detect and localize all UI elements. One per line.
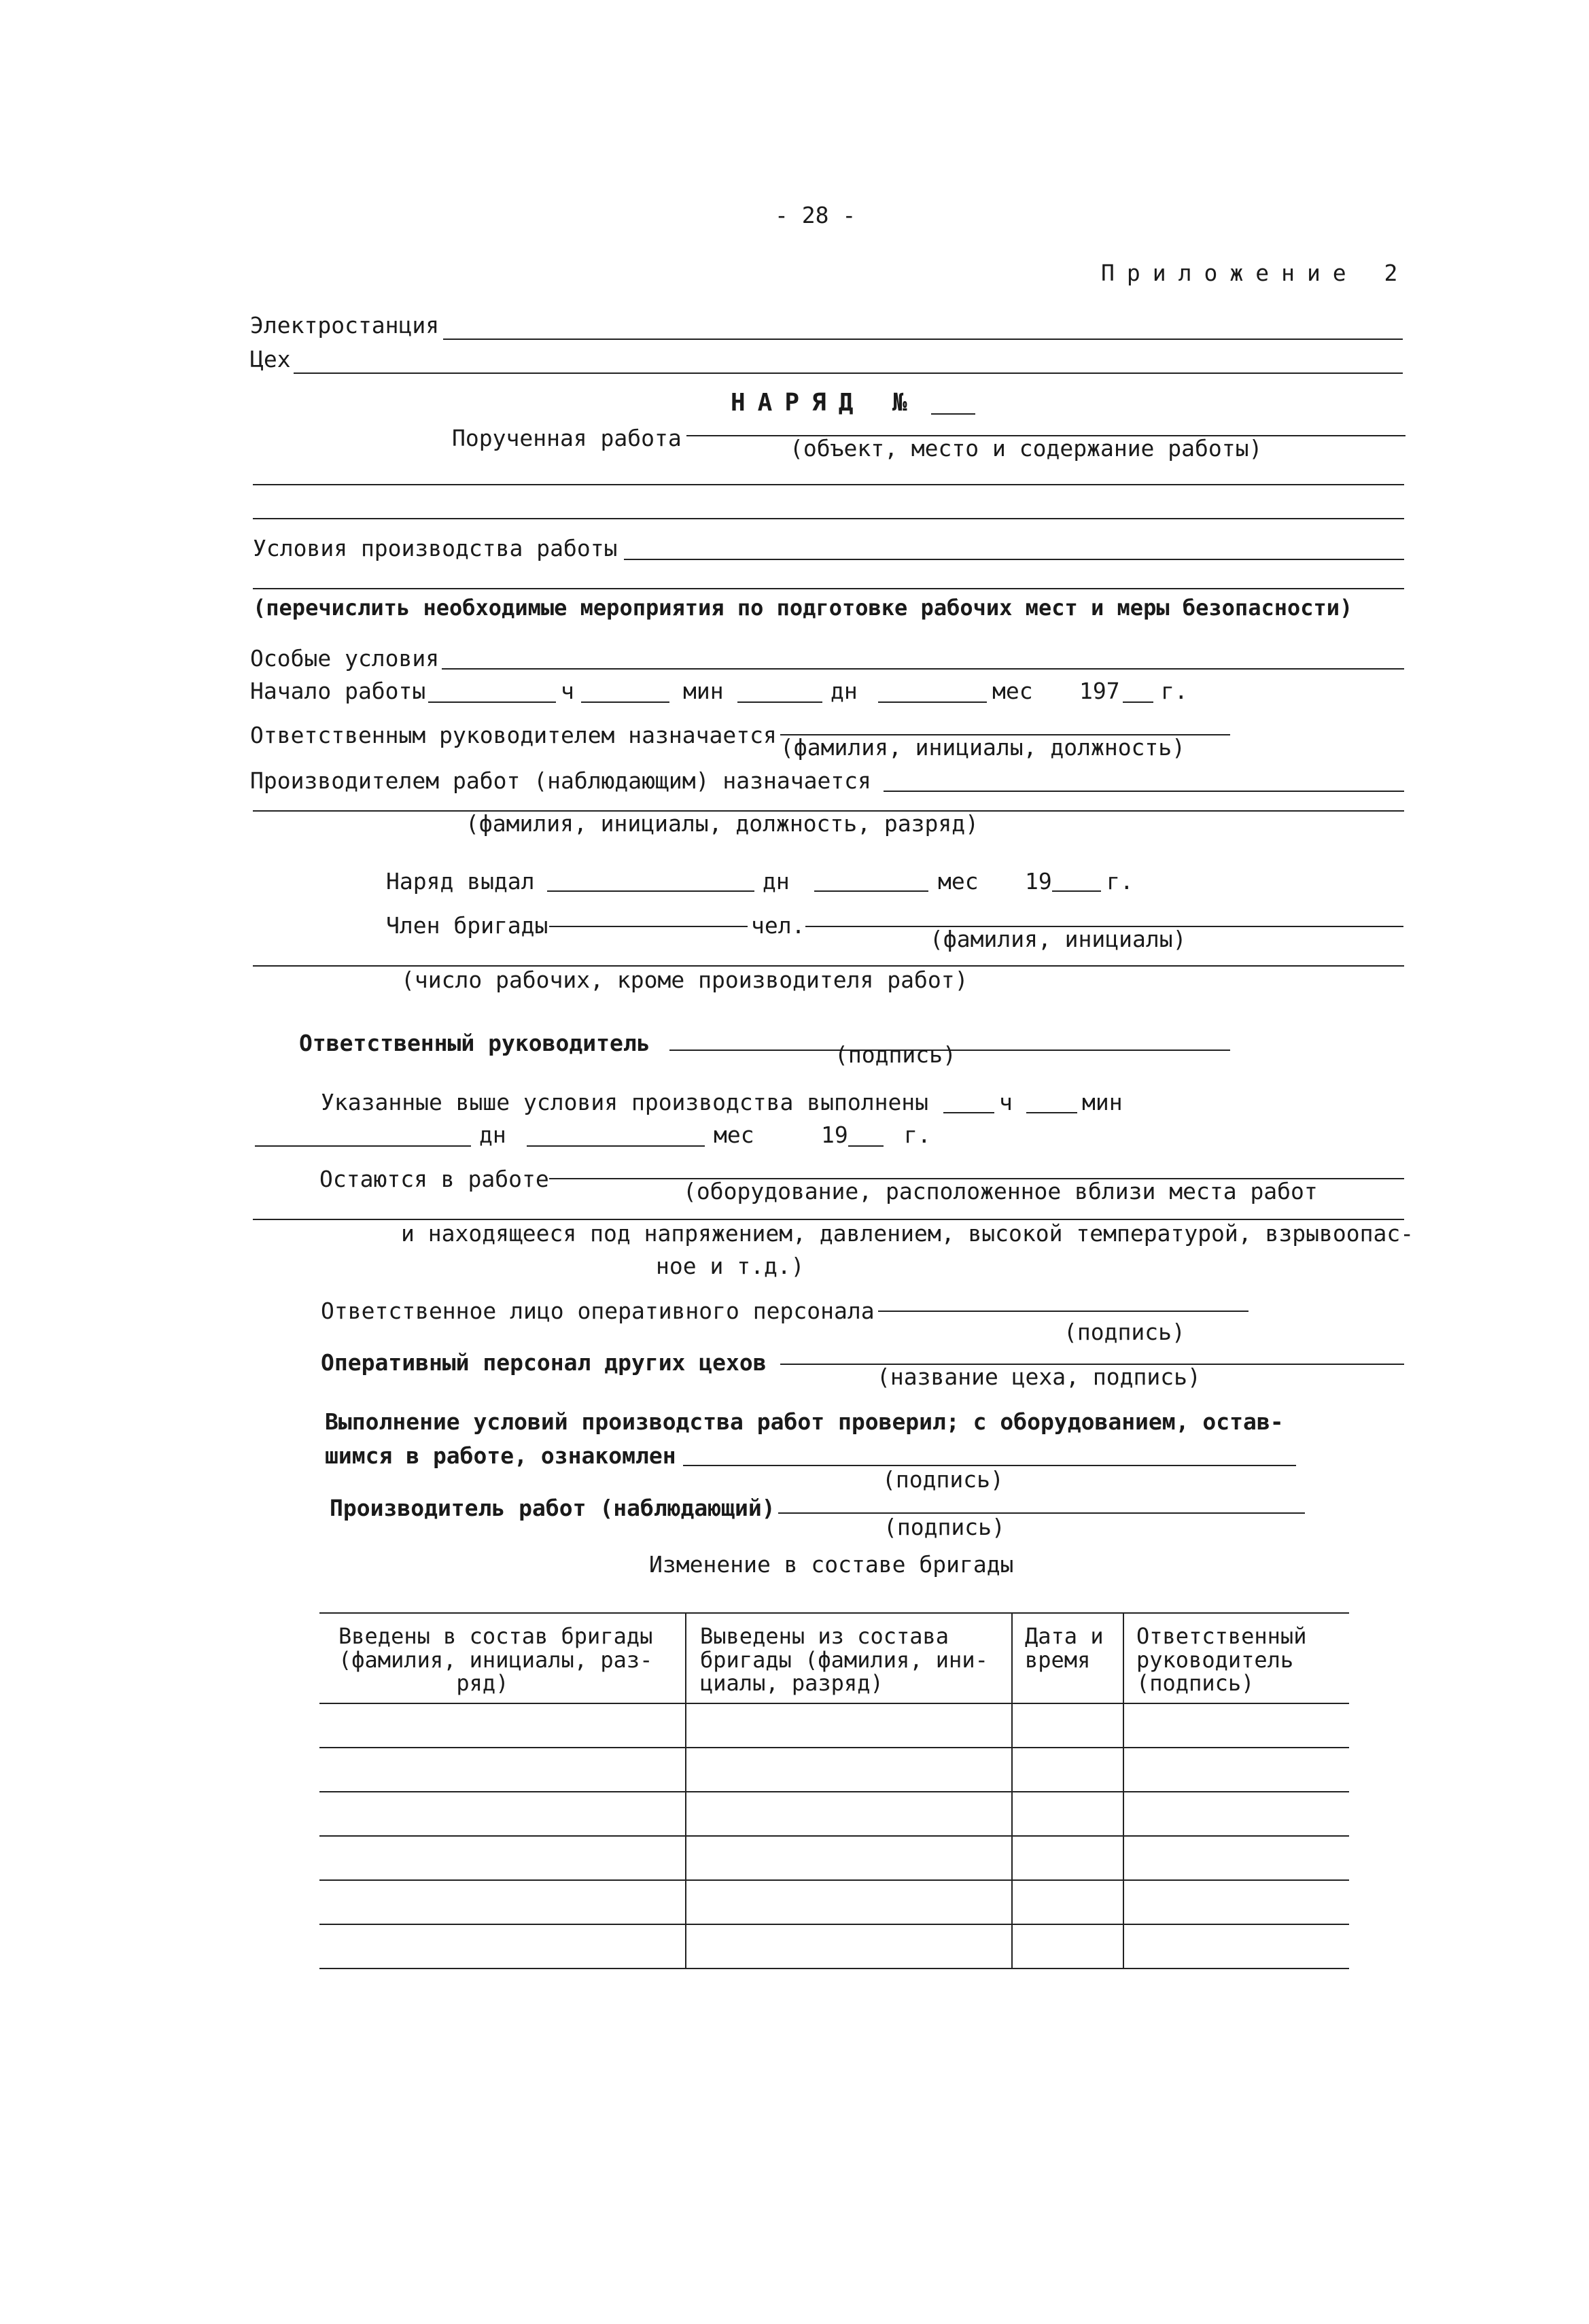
remain-hint: (оборудование, расположенное вблизи места работ	[683, 1178, 1318, 1204]
table-col-divider	[685, 1612, 686, 1968]
check-line-1: Выполнение условий производства работ проверил; с оборудованием, остав-	[325, 1408, 1284, 1435]
workers-count-hint: (число рабочих, кроме производителя работ)	[401, 967, 968, 993]
brigade-changes-title: Изменение в составе бригады	[649, 1551, 1014, 1578]
done-month-unit: мес	[714, 1122, 754, 1148]
conditions-line-2[interactable]	[253, 588, 1404, 589]
operative-sign-field[interactable]	[878, 1311, 1248, 1312]
start-hours-unit: ч	[561, 678, 574, 704]
responsible-sign-label: Ответственный руководитель	[299, 1030, 650, 1056]
conditions-hint: (перечислить необходимые мероприятия по подготовке рабочих мест и меры безопасности)	[253, 595, 1353, 621]
foreman-label: Производителем работ (наблюдающим) назначается	[250, 767, 871, 794]
start-day-unit: дн	[831, 678, 858, 704]
table-col-divider	[1011, 1612, 1013, 1968]
shop-label: Цех	[250, 346, 291, 372]
assigned-work-line-2[interactable]	[253, 484, 1404, 485]
table-header-added: Введены в состав бригады (фамилия, инициалы, раз- ряд)	[338, 1623, 653, 1697]
start-label: Начало работы	[250, 678, 426, 704]
page-number: - 28 -	[775, 202, 856, 228]
table-row-line	[319, 1924, 1349, 1925]
conditions-field[interactable]	[624, 559, 1404, 560]
done-label: Указанные выше условия производства выполнены	[321, 1089, 929, 1115]
brigade-names-hint: (фамилия, инициалы)	[930, 926, 1187, 952]
done-day-field[interactable]	[255, 1145, 471, 1147]
operative-sign-hint: (подпись)	[1064, 1319, 1185, 1345]
operative-label: Ответственное лицо оперативного персонала	[321, 1298, 875, 1324]
foreman-field[interactable]	[884, 791, 1404, 792]
table-row-line	[319, 1791, 1349, 1792]
issued-by-field[interactable]	[547, 890, 754, 892]
assigned-work-label: Порученная работа	[452, 425, 682, 451]
table-bottom-border	[319, 1968, 1349, 1969]
responsible-sign-hint: (подпись)	[835, 1041, 956, 1068]
special-conditions-field[interactable]	[442, 668, 1404, 670]
foreman-hint: (фамилия, инициалы, должность, разряд)	[466, 810, 979, 837]
table-col-divider	[1123, 1612, 1124, 1968]
issued-month-unit: мес	[938, 868, 979, 895]
remain-hint-2: и находящееся под напряжением, давлением, высокой температурой, взрывоопас-	[401, 1220, 1414, 1247]
order-number-field[interactable]	[931, 413, 975, 415]
order-title: НАРЯД №	[731, 389, 920, 417]
table-row-line	[319, 1879, 1349, 1881]
remain-hint-3: ное и т.д.)	[656, 1253, 805, 1279]
start-minutes-field[interactable]	[581, 701, 669, 703]
issued-by-label: Наряд выдал	[386, 868, 535, 895]
table-header-removed: Выведены из состава бригады (фамилия, ини- циалы, разряд)	[700, 1623, 988, 1697]
responsible-hint: (фамилия, инициалы, должность)	[780, 734, 1186, 761]
station-label: Электростанция	[250, 312, 440, 339]
other-shops-label: Оперативный персонал других цехов	[321, 1349, 767, 1376]
foreman-sign-hint: (подпись)	[884, 1514, 1005, 1540]
table-header-responsible: Ответственный руководитель (подпись)	[1136, 1623, 1307, 1697]
done-hours-field[interactable]	[943, 1112, 994, 1113]
done-year-suffix: г.	[904, 1122, 931, 1148]
start-day-field[interactable]	[737, 701, 822, 703]
table-top-border	[319, 1612, 1349, 1614]
other-shops-hint: (название цеха, подпись)	[877, 1364, 1201, 1390]
done-year-field[interactable]	[848, 1145, 884, 1147]
start-month-unit: мес	[992, 678, 1033, 704]
appendix-label: Приложение 2	[1101, 260, 1410, 286]
remain-label: Остаются в работе	[319, 1166, 549, 1192]
issued-day-unit: дн	[763, 868, 790, 895]
assigned-work-hint: (объект, место и содержание работы)	[790, 435, 1263, 462]
brigade-people-unit: чел.	[751, 912, 805, 939]
check-line-2: шимся в работе, ознакомлен	[325, 1442, 676, 1469]
assigned-work-line-3[interactable]	[253, 518, 1404, 519]
foreman-sign-field[interactable]	[778, 1512, 1305, 1514]
done-day-unit: дн	[479, 1122, 506, 1148]
done-month-field[interactable]	[527, 1145, 705, 1147]
table-header-datetime: Дата и время	[1025, 1623, 1104, 1673]
responsible-label: Ответственным руководителем назначается	[250, 722, 777, 748]
conditions-label: Условия производства работы	[253, 535, 618, 561]
start-year-suffix: г.	[1161, 678, 1188, 704]
issued-year-prefix: 19	[1025, 868, 1052, 895]
start-hours-field[interactable]	[428, 701, 556, 703]
issued-year-suffix: г.	[1106, 868, 1134, 895]
shop-field[interactable]	[294, 372, 1403, 374]
start-minutes-unit: мин	[683, 678, 724, 704]
issued-day-field[interactable]	[814, 890, 928, 892]
brigade-member-label: Член бригады	[386, 912, 548, 939]
done-hours-unit: ч	[999, 1089, 1013, 1115]
start-month-field[interactable]	[878, 701, 987, 703]
table-row-line	[319, 1747, 1349, 1748]
done-minutes-field[interactable]	[1026, 1112, 1077, 1113]
start-year-prefix: 197	[1079, 678, 1120, 704]
done-year-prefix: 19	[821, 1122, 848, 1148]
table-row-line	[319, 1835, 1349, 1837]
foreman-sign-label: Производитель работ (наблюдающий)	[330, 1495, 775, 1521]
brigade-count-field[interactable]	[549, 926, 748, 927]
special-conditions-label: Особые условия	[250, 645, 440, 672]
issued-year-field[interactable]	[1052, 890, 1101, 892]
start-year-field[interactable]	[1123, 701, 1153, 703]
check-sign-hint: (подпись)	[882, 1466, 1004, 1493]
table-header-border	[319, 1703, 1349, 1704]
station-field[interactable]	[443, 339, 1403, 340]
done-minutes-unit: мин	[1082, 1089, 1123, 1115]
